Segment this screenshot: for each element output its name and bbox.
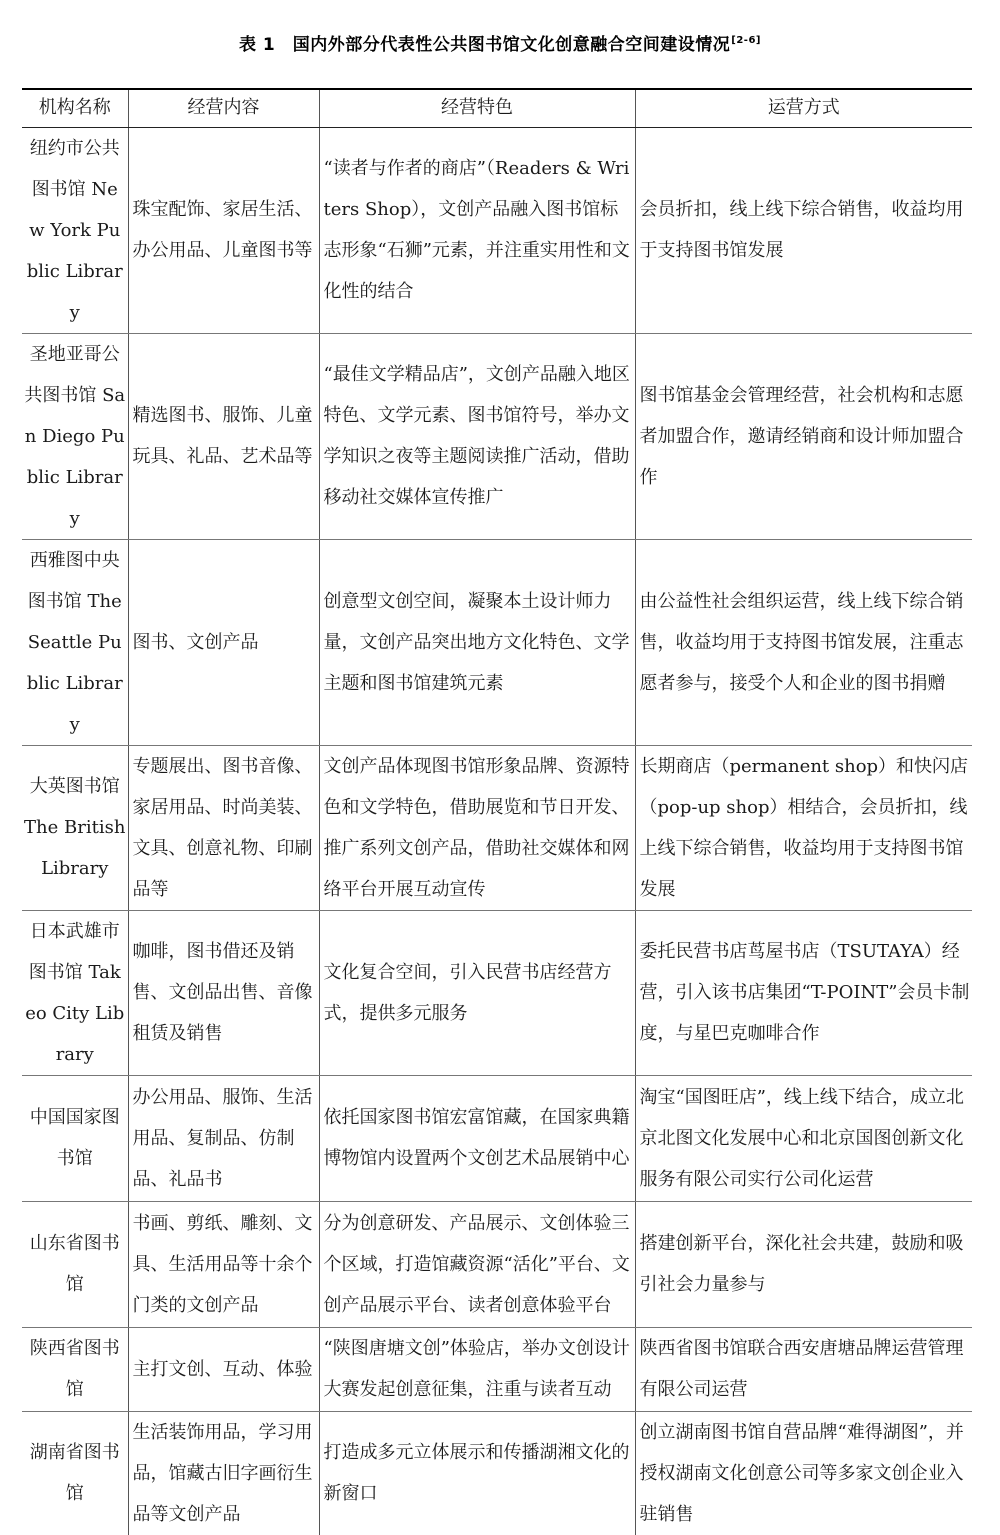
cell-operation-mode: 淘宝“国图旺店”，线上线下结合，成立北京北图文化发展中心和北京国图创新文化服务有限公司实行公司化运营 bbox=[635, 1075, 972, 1201]
cell-institution-name: 大英图书馆 The British Library bbox=[22, 745, 128, 910]
library-table bbox=[22, 88, 972, 1535]
cell-operation-mode: 创立湖南图书馆自营品牌“难得湖图”，并授权湖南文化创意公司等多家文创企业入驻销售 bbox=[635, 1411, 972, 1535]
cell-business-features: 文创产品体现图书馆形象品牌、资源特色和文学特色，借助展览和节日开发、推广系列文创产品，借助社交媒体和网络平台开展互动宣传 bbox=[319, 745, 635, 910]
citation-superscript: [2-6] bbox=[731, 35, 761, 47]
cell-business-features: “陕图唐塘文创”体验店，举办文创设计大赛发起创意征集，注重与读者互动 bbox=[319, 1327, 635, 1411]
cell-business-features: 打造成多元立体展示和传播湖湘文化的新窗口 bbox=[319, 1411, 635, 1535]
cell-institution-name: 陕西省图书馆 bbox=[22, 1327, 128, 1411]
cell-institution-name: 西雅图中央图书馆 The Seattle Public Library bbox=[22, 539, 128, 745]
table-title-text: 表 1 国内外部分代表性公共图书馆文化创意融合空间建设情况 bbox=[239, 35, 731, 55]
cell-business-features: 文化复合空间，引入民营书店经营方式，提供多元服务 bbox=[319, 910, 635, 1075]
header-business-content: 经营内容 bbox=[128, 89, 319, 127]
table-row bbox=[22, 333, 972, 539]
cell-operation-mode: 搭建创新平台，深化社会共建，鼓励和吸引社会力量参与 bbox=[635, 1201, 972, 1327]
table-header-row bbox=[22, 89, 972, 127]
cell-business-content: 图书、文创产品 bbox=[128, 539, 319, 745]
cell-institution-name: 山东省图书馆 bbox=[22, 1201, 128, 1327]
table-row bbox=[22, 910, 972, 1075]
cell-business-content: 珠宝配饰、家居生活、办公用品、儿童图书等 bbox=[128, 127, 319, 333]
table-row bbox=[22, 1075, 972, 1201]
cell-institution-name: 中国国家图书馆 bbox=[22, 1075, 128, 1201]
table-row bbox=[22, 1327, 972, 1411]
header-operation-mode: 运营方式 bbox=[635, 89, 972, 127]
cell-business-features: 分为创意研发、产品展示、文创体验三个区域，打造馆藏资源“活化”平台、文创产品展示平台、读者创意体验平台 bbox=[319, 1201, 635, 1327]
cell-institution-name: 湖南省图书馆 bbox=[22, 1411, 128, 1535]
table-row bbox=[22, 1411, 972, 1535]
cell-business-features: “最佳文学精品店”，文创产品融入地区特色、文学元素、图书馆符号，举办文学知识之夜等主题阅读推广活动，借助移动社交媒体宣传推广 bbox=[319, 333, 635, 539]
cell-operation-mode: 会员折扣，线上线下综合销售，收益均用于支持图书馆发展 bbox=[635, 127, 972, 333]
cell-operation-mode: 委托民营书店茑屋书店（TSUTAYA）经营，引入该书店集团“T-POINT”会员卡制度，与星巴克咖啡合作 bbox=[635, 910, 972, 1075]
table-row bbox=[22, 745, 972, 910]
table-title bbox=[0, 30, 1000, 55]
cell-business-content: 精选图书、服饰、儿童玩具、礼品、艺术品等 bbox=[128, 333, 319, 539]
cell-business-content: 办公用品、服饰、生活用品、复制品、仿制品、礼品书 bbox=[128, 1075, 319, 1201]
cell-business-features: 创意型文创空间，凝聚本土设计师力量，文创产品突出地方文化特色、文学主题和图书馆建筑元素 bbox=[319, 539, 635, 745]
cell-business-content: 书画、剪纸、雕刻、文具、生活用品等十余个门类的文创产品 bbox=[128, 1201, 319, 1327]
cell-operation-mode: 由公益性社会组织运营，线上线下综合销售，收益均用于支持图书馆发展，注重志愿者参与，接受个人和企业的图书捐赠 bbox=[635, 539, 972, 745]
table-row bbox=[22, 1201, 972, 1327]
cell-business-content: 专题展出、图书音像、家居用品、时尚美装、文具、创意礼物、印刷品等 bbox=[128, 745, 319, 910]
cell-institution-name: 日本武雄市图书馆 Takeo City Library bbox=[22, 910, 128, 1075]
cell-institution-name: 纽约市公共图书馆 New York Public Library bbox=[22, 127, 128, 333]
table-row bbox=[22, 539, 972, 745]
header-institution-name: 机构名称 bbox=[22, 89, 128, 127]
cell-institution-name: 圣地亚哥公共图书馆 San Diego Public Library bbox=[22, 333, 128, 539]
table-row bbox=[22, 127, 972, 333]
cell-operation-mode: 长期商店（permanent shop）和快闪店（pop-up shop）相结合，会员折扣，线上线下综合销售，收益均用于支持图书馆发展 bbox=[635, 745, 972, 910]
cell-business-features: 依托国家图书馆宏富馆藏，在国家典籍博物馆内设置两个文创艺术品展销中心 bbox=[319, 1075, 635, 1201]
cell-business-content: 主打文创、互动、体验 bbox=[128, 1327, 319, 1411]
header-business-features: 经营特色 bbox=[319, 89, 635, 127]
cell-operation-mode: 图书馆基金会管理经营，社会机构和志愿者加盟合作，邀请经销商和设计师加盟合作 bbox=[635, 333, 972, 539]
cell-business-content: 咖啡，图书借还及销售、文创品出售、音像租赁及销售 bbox=[128, 910, 319, 1075]
cell-business-content: 生活装饰用品，学习用品，馆藏古旧字画衍生品等文创产品 bbox=[128, 1411, 319, 1535]
cell-business-features: “读者与作者的商店”（Readers & Writers Shop），文创产品融入图书馆标志形象“石狮”元素，并注重实用性和文化性的结合 bbox=[319, 127, 635, 333]
cell-operation-mode: 陕西省图书馆联合西安唐塘品牌运营管理有限公司运营 bbox=[635, 1327, 972, 1411]
